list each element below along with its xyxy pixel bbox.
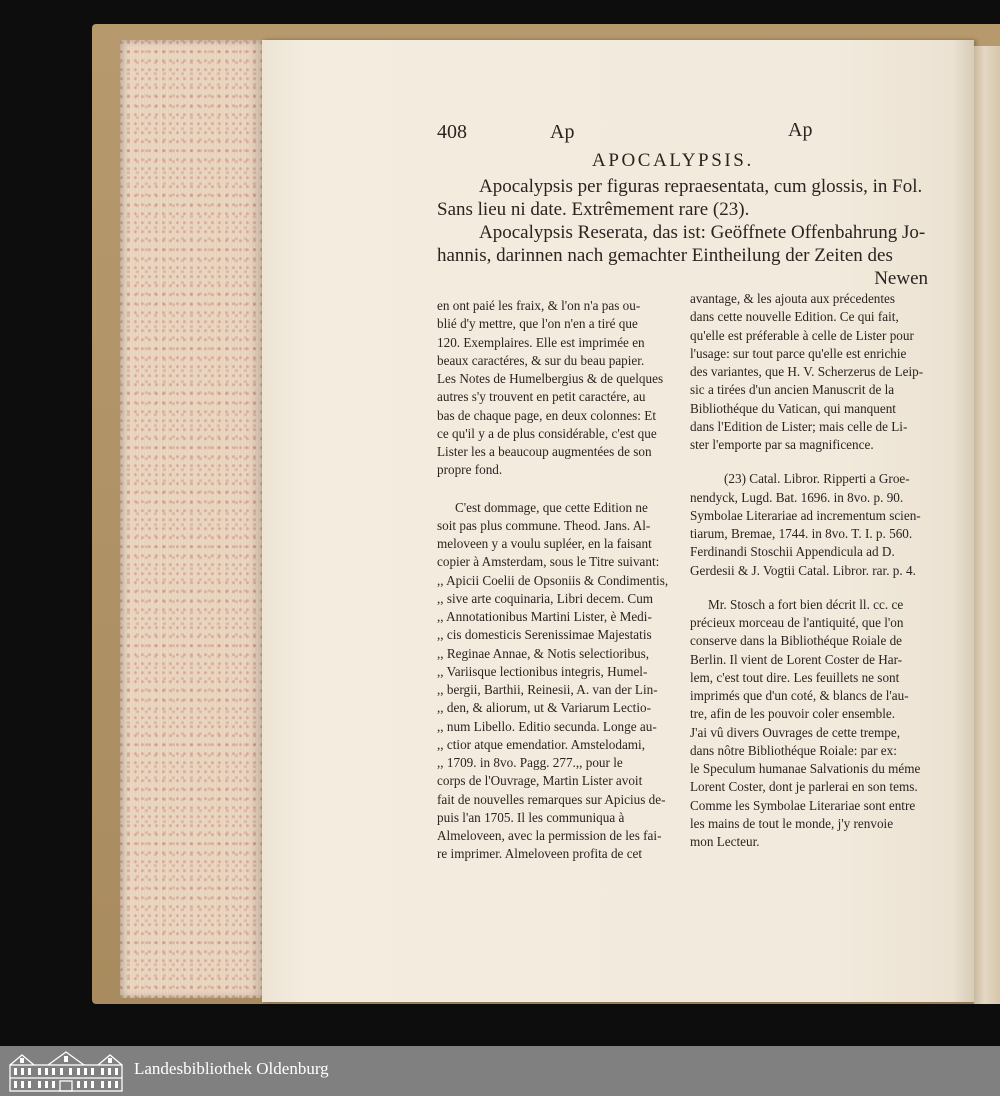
text-line: précieux morceau de l'antiquité, que l'on [690, 615, 904, 630]
text-line: ,, Variisque lectionibus integris, Humel- [437, 663, 648, 679]
running-head-left: Ap [550, 121, 575, 143]
text-line: tiarum, Bremae, 1744. in 8vo. T. I. p. 560. [690, 526, 913, 541]
library-name: Landesbibliothek Oldenburg [134, 1059, 329, 1078]
running-head-right: Ap [788, 119, 813, 141]
text-line: copier à Amsterdam, sous le Titre suivant: [437, 554, 660, 570]
page-number: 408 [437, 121, 467, 143]
text-line: des variantes, que H. V. Scherzerus de Leip- [690, 364, 924, 379]
paragraph [690, 290, 930, 454]
text-line: beaux caractéres, & sur du beau papier. [437, 352, 645, 368]
text-column-left [437, 297, 677, 864]
text-line: ,, sive arte coquinaria, Libri decem. Cum [437, 590, 654, 606]
library-building-icon [8, 1049, 124, 1093]
catchword: Newen [874, 268, 928, 289]
text-line: Berlin. Il vient de Lorent Coster de Har- [690, 651, 903, 667]
text-line: fait de nouvelles remarques sur Apicius de- [437, 791, 666, 807]
text-line: corps de l'Ouvrage, Martin Lister avoit [437, 773, 643, 789]
text-line: Lorent Coster, dont je parlerai en son tems. [690, 779, 918, 795]
text-line: autres s'y trouvent en petit caractére, au [437, 389, 646, 405]
text-line: Apocalypsis per figuras repraesentata, cum glossis, in Fol. [479, 176, 923, 197]
text-line: 120. Exemplaires. Elle est imprimée en [437, 334, 645, 350]
text-line: dans l'Edition de Lister; mais celle de Li- [690, 418, 908, 434]
text-line: conserve dans la Bibliothéque Roiale de [690, 633, 903, 649]
text-line: nendyck, Lugd. Bat. 1696. in 8vo. p. 90. [690, 489, 904, 505]
text-line: ,, 1709. in 8vo. Pagg. 277.,, pour le [437, 755, 623, 770]
catalog-entry [437, 221, 928, 290]
text-line: Les Notes de Humelbergius & de quelques [437, 371, 664, 386]
text-line: puis l'an 1705. Il les communiqua à [437, 809, 625, 825]
paragraph [437, 499, 677, 864]
text-line: ster l'emporte par sa magnificence. [690, 437, 874, 452]
text-line: Apocalypsis Reserata, das ist: Geöffnete Offenbahrung Jo- [479, 222, 926, 243]
text-line: l'usage: sur tout parce qu'elle est enrichie [690, 345, 907, 361]
text-line: ,, Apicii Coelii de Opsoniis & Condimentis, [437, 572, 669, 588]
text-line: tre, afin de les pouvoir coler ensemble. [690, 706, 896, 722]
text-line: bas de chaque page, en deux colonnes: Et [437, 407, 656, 423]
text-line: meloveen y a voulu supléer, en la faisant [437, 536, 652, 551]
text-line: avantage, & les ajouta aux précedentes [690, 291, 896, 306]
text-line: ,, cis domesticis Serenissimae Majestatis [437, 627, 652, 643]
text-line: ,, ctior atque emendatior. Amstelodami, [437, 736, 646, 752]
text-line: re imprimer. Almeloveen profita de cet [437, 846, 643, 862]
text-column-right [690, 290, 930, 851]
footnote [690, 470, 930, 580]
text-line: hannis, darinnen nach gemachter Eintheilung der Zeiten des [437, 245, 893, 266]
library-footer [0, 1046, 1000, 1096]
text-line: sic a tirées d'un ancien Manuscrit de la [690, 382, 895, 398]
text-line: (23) Catal. Libror. Ripperti a Groe- [724, 471, 910, 487]
text-line: J'ai vû divers Ouvrages de cette trempe, [690, 724, 901, 740]
page-edges [120, 40, 262, 998]
text-line: Comme les Symbolae Literariae sont entre [690, 797, 916, 813]
text-line: mon Lecteur. [690, 834, 760, 849]
text-line: les mains de tout le monde, j'y renvoie [690, 815, 894, 831]
paragraph [437, 297, 677, 480]
text-line: blié d'y mettre, que l'on n'en a tiré que [437, 316, 638, 332]
text-line: qu'elle est préferable à celle de Lister pour [690, 327, 914, 343]
text-line: dans cette nouvelle Edition. Ce qui fait, [690, 309, 899, 325]
text-line: Lister les a beaucoup augmentées de son [437, 444, 652, 459]
text-line: Almeloveen, avec la permission de les fai- [437, 828, 662, 843]
text-line: lem, c'est tout dire. Les feuillets ne sont [690, 669, 900, 685]
page-heading: APOCALYPSIS. [592, 150, 754, 171]
text-line: soit pas plus commune. Theod. Jans. Al- [437, 517, 651, 533]
text-line: ,, den, & aliorum, ut & Variarum Lectio- [437, 700, 651, 716]
paragraph [690, 596, 930, 852]
text-line: propre fond. [437, 462, 503, 478]
text-line: Symbolae Literariae ad incrementum scien- [690, 507, 921, 523]
text-line: ,, bergii, Barthii, Reinesii, A. van der Lin- [437, 682, 658, 697]
text-line: ,, Annotationibus Martini Lister, è Medi- [437, 609, 652, 624]
text-line: Bibliothéque du Vatican, qui manquent [690, 400, 896, 416]
text-line: le Speculum humanae Salvationis du méme [690, 761, 921, 776]
text-line: Gerdesii & J. Vogtii Catal. Libror. rar. p. 4. [690, 562, 916, 578]
text-line: Ferdinandi Stoschii Appendicula ad D. [690, 544, 895, 560]
text-line: ,, Reginae Annae, & Notis selectioribus, [437, 645, 650, 661]
text-line: dans nôtre Bibliothéque Roiale: par ex: [690, 742, 897, 758]
catalog-entry [437, 175, 928, 221]
text-line: imprimés que d'un coté, & blancs de l'au- [690, 688, 909, 703]
text-line: en ont paié les fraix, & l'on n'a pas ou- [437, 298, 641, 313]
text-line: C'est dommage, que cette Edition ne [455, 499, 648, 515]
text-line: Mr. Stosch a fort bien décrit ll. cc. ce [708, 596, 904, 612]
text-line: ce qu'il y a de plus considérable, c'est que [437, 425, 657, 441]
text-line: ,, num Libello. Editio secunda. Longe au- [437, 718, 657, 734]
text-line: Sans lieu ni date. Extrêmement rare (23). [437, 199, 750, 220]
facing-page-edge [974, 46, 1000, 1004]
